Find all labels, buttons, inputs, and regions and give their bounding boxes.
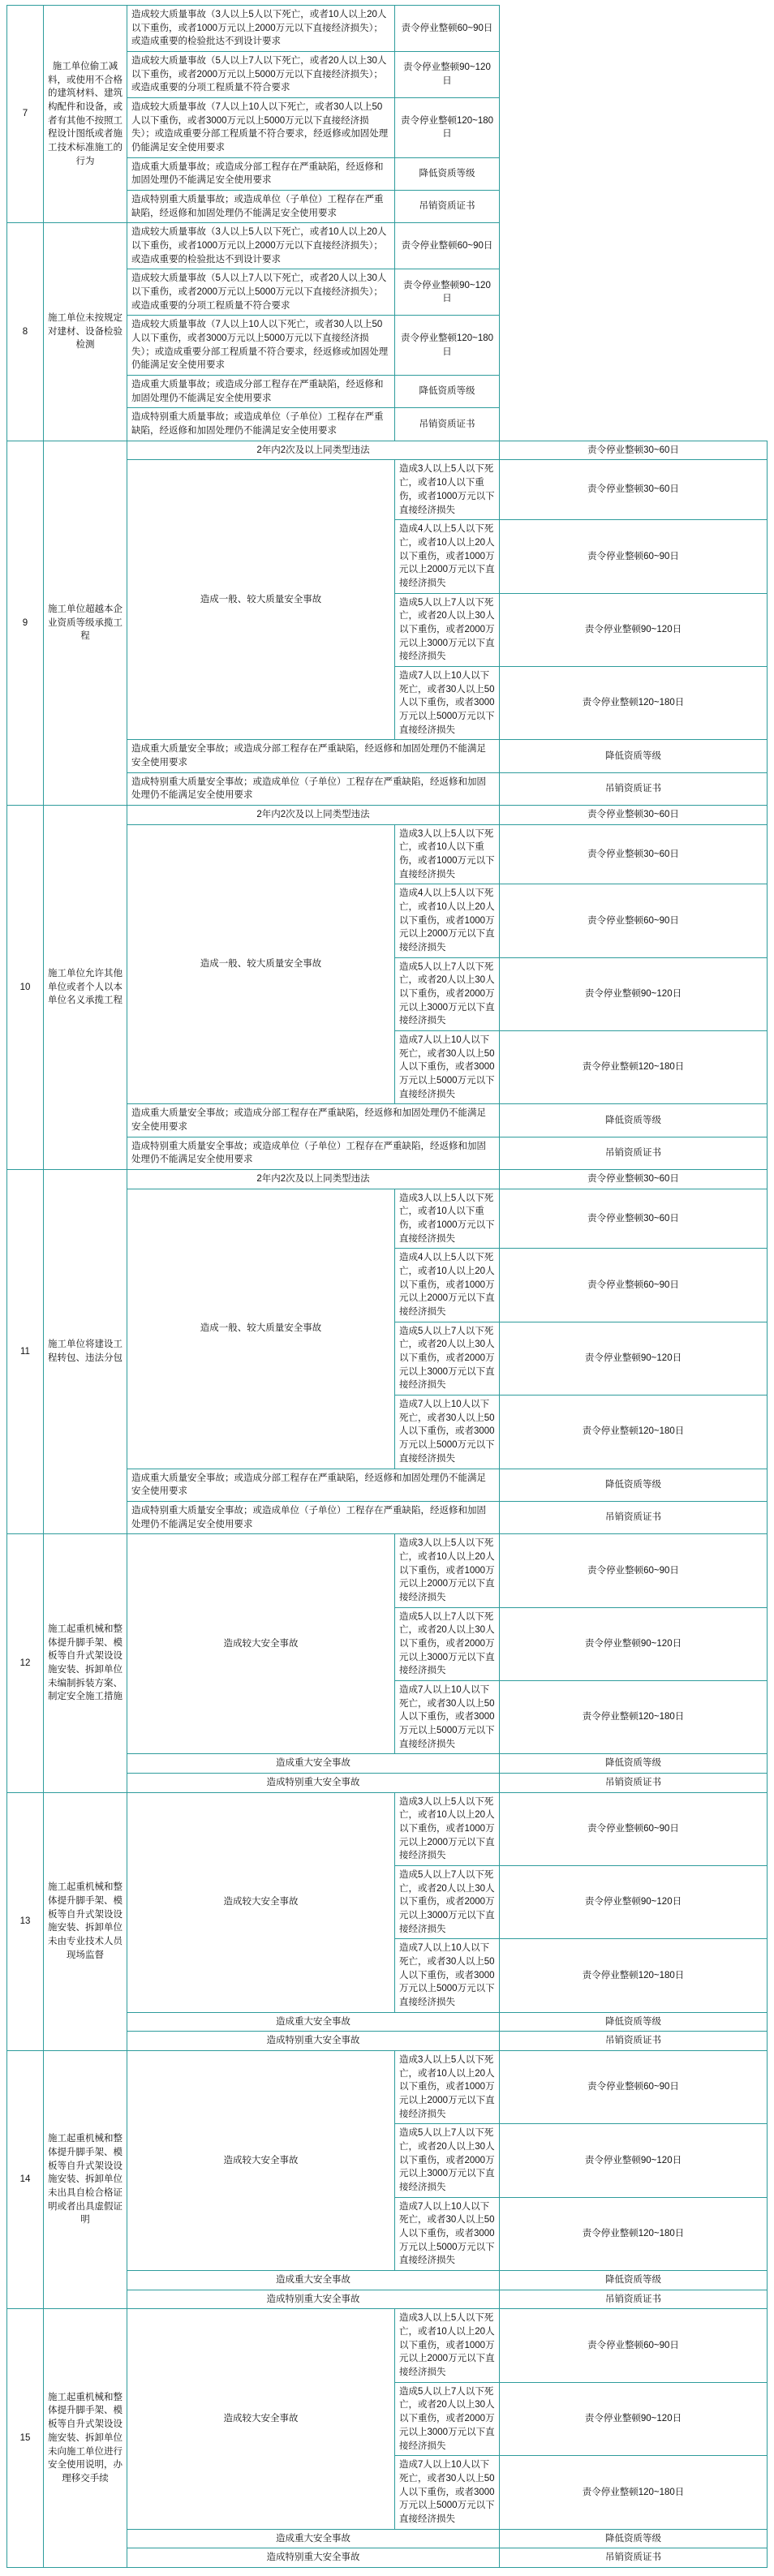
row-number: 12 bbox=[7, 1534, 44, 1792]
penalty-text: 责令停业整顿120~180日 bbox=[500, 1396, 768, 1469]
penalty-text: 责令停业整顿90~120日 bbox=[500, 1607, 768, 1680]
circumstance-text: 造成特别重大安全事故 bbox=[127, 1773, 500, 1792]
penalty-text: 责令停业整顿30~60日 bbox=[500, 1189, 768, 1249]
circumstance-text: 造成特别重大质量安全事故；或造成单位（子单位）工程存在严重缺陷，经返修和加固处理仍不能满足安全使用要求 bbox=[127, 772, 500, 805]
circumstance-text: 造成较大质量事故（3人以上5人以下死亡，或者10人以上20人以下重伤，或者1000万元以上2000万元以下直接经济损失）；或造成重要的检验批达不到设计要求 bbox=[127, 6, 395, 52]
penalty-text: 吊销资质证书 bbox=[500, 2548, 768, 2568]
circumstance-text: 造成5人以上7人以下死亡，或者20人以上30人以下重伤，或者2000万元以上3000万元以下直接经济损失 bbox=[395, 2124, 500, 2197]
penalty-text: 降低资质等级 bbox=[500, 1104, 768, 1137]
circumstance-text: 造成重大安全事故 bbox=[127, 2529, 500, 2548]
circumstance-text: 造成7人以上10人以下死亡，或者30人以上50人以下重伤，或者3000万元以上5000万元以下直接经济损失 bbox=[395, 1680, 500, 1753]
penalty-text: 责令停业整顿60~90日 bbox=[500, 2051, 768, 2124]
circumstance-text: 造成重大安全事故 bbox=[127, 2012, 500, 2032]
penalty-text: 责令停业整顿90~120日 bbox=[395, 52, 500, 98]
penalty-text: 责令停业整顿60~90日 bbox=[500, 884, 768, 957]
penalty-text: 责令停业整顿90~120日 bbox=[500, 593, 768, 666]
penalty-text: 责令停业整顿120~180日 bbox=[500, 1680, 768, 1753]
severity-category: 造成较大安全事故 bbox=[127, 1792, 395, 2012]
circumstance-text: 2年内2次及以上同类型违法 bbox=[127, 441, 500, 460]
penalty-text: 责令停业整顿30~60日 bbox=[500, 824, 768, 884]
circumstance-text: 造成3人以上5人以下死亡，或者10人以上20人以下重伤，或者1000万元以上2000万元以下直接经济损失 bbox=[395, 1792, 500, 1865]
penalty-text: 责令停业整顿90~120日 bbox=[395, 269, 500, 316]
table-row bbox=[7, 1534, 768, 1607]
violation-description: 施工起重机械和整体提升脚手架、模板等自升式架设设施安装、拆卸单位未由专业技术人员现场监督 bbox=[44, 1792, 127, 2050]
violation-description: 施工单位允许其他单位或者个人以本单位名义承揽工程 bbox=[44, 805, 127, 1169]
circumstance-text: 造成5人以上7人以下死亡，或者20人以上30人以下重伤，或者2000万元以上3000万元以下直接经济损失 bbox=[395, 1607, 500, 1680]
violation-description: 施工单位未按规定对建材、设备检验检测 bbox=[44, 223, 127, 441]
penalty-text: 吊销资质证书 bbox=[500, 1501, 768, 1533]
penalty-text: 吊销资质证书 bbox=[500, 772, 768, 805]
row-number: 8 bbox=[7, 223, 44, 441]
circumstance-text: 造成5人以上7人以下死亡，或者20人以上30人以下重伤，或者2000万元以上3000万元以下直接经济损失 bbox=[395, 2382, 500, 2455]
circumstance-text: 造成重大质量安全事故；或造成分部工程存在严重缺陷，经返修和加固处理仍不能满足安全使用要求 bbox=[127, 1104, 500, 1137]
circumstance-text: 造成重大质量安全事故；或造成分部工程存在严重缺陷，经返修和加固处理仍不能满足安全使用要求 bbox=[127, 1469, 500, 1501]
circumstance-text: 造成特别重大质量事故；或造成单位（子单位）工程存在严重缺陷，经返修和加固处理仍不能满足安全使用要求 bbox=[127, 408, 395, 441]
penalty-text: 责令停业整顿120~180日 bbox=[395, 98, 500, 158]
penalty-text: 责令停业整顿90~120日 bbox=[500, 2124, 768, 2197]
circumstance-text: 造成较大质量事故（5人以上7人以下死亡，或者20人以上30人以下重伤，或者2000万元以上5000万元以下直接经济损失）；或造成重要的分项工程质量不符合要求 bbox=[127, 269, 395, 316]
circumstance-text: 造成重大质量安全事故；或造成分部工程存在严重缺陷，经返修和加固处理仍不能满足安全使用要求 bbox=[127, 740, 500, 772]
circumstance-text: 造成3人以上5人以下死亡，或者10人以下重伤，或者1000万元以下直接经济损失 bbox=[395, 1189, 500, 1249]
circumstance-text: 造成特别重大质量事故；或造成单位（子单位）工程存在严重缺陷，经返修和加固处理仍不能满足安全使用要求 bbox=[127, 191, 395, 223]
circumstance-text: 造成特别重大安全事故 bbox=[127, 2290, 500, 2309]
penalty-text: 责令停业整顿30~60日 bbox=[500, 460, 768, 520]
penalty-text: 降低资质等级 bbox=[500, 1754, 768, 1774]
penalty-text: 责令停业整顿60~90日 bbox=[500, 520, 768, 593]
table-row bbox=[7, 223, 768, 269]
circumstance-text: 造成重大质量事故；或造成分部工程存在严重缺陷，经返修和加固处理仍不能满足安全使用要求 bbox=[127, 376, 395, 408]
table-row bbox=[7, 1792, 768, 1865]
circumstance-text: 造成5人以上7人以下死亡，或者20人以上30人以下重伤，或者2000万元以上3000万元以下直接经济损失 bbox=[395, 1865, 500, 1938]
penalty-text: 责令停业整顿90~120日 bbox=[500, 1865, 768, 1938]
violation-description: 施工起重机械和整体提升脚手架、模板等自升式架设设施安装、拆卸单位未编制拆装方案、制定安全施工措施 bbox=[44, 1534, 127, 1792]
severity-category: 造成一般、较大质量安全事故 bbox=[127, 824, 395, 1104]
penalty-text: 责令停业整顿30~60日 bbox=[500, 1170, 768, 1189]
penalty-text: 吊销资质证书 bbox=[500, 2032, 768, 2051]
circumstance-text: 造成7人以上10人以下死亡，或者30人以上50人以下重伤，或者3000万元以上5000万元以下直接经济损失 bbox=[395, 1939, 500, 2012]
table-row bbox=[7, 6, 768, 52]
penalty-text: 吊销资质证书 bbox=[500, 2290, 768, 2309]
circumstance-text: 造成3人以上5人以下死亡，或者10人以上20人以下重伤，或者1000万元以上2000万元以下直接经济损失 bbox=[395, 2051, 500, 2124]
violation-description: 施工起重机械和整体提升脚手架、模板等自升式架设设施安装、拆卸单位未向施工单位进行安全使用说明，办理移交手续 bbox=[44, 2309, 127, 2567]
penalty-text: 责令停业整顿60~90日 bbox=[500, 2309, 768, 2382]
penalty-text: 责令停业整顿60~90日 bbox=[500, 1534, 768, 1607]
penalty-text: 责令停业整顿120~180日 bbox=[395, 316, 500, 376]
circumstance-text: 2年内2次及以上同类型违法 bbox=[127, 1170, 500, 1189]
circumstance-text: 造成较大质量事故（7人以上10人以下死亡，或者30人以上50人以下重伤，或者3000万元以上5000万元以下直接经济损失）；或造成重要分部工程质量不符合要求，经返修或加固处理仍能满足安全使用要求 bbox=[127, 316, 395, 376]
penalty-text: 责令停业整顿120~180日 bbox=[500, 2197, 768, 2270]
circumstance-text: 造成7人以上10人以下死亡，或者30人以上50人以下重伤，或者3000万元以上5000万元以下直接经济损失 bbox=[395, 1396, 500, 1469]
circumstance-text: 造成特别重大安全事故 bbox=[127, 2032, 500, 2051]
penalty-text: 降低资质等级 bbox=[500, 2529, 768, 2548]
severity-category: 造成较大安全事故 bbox=[127, 2051, 395, 2271]
violation-description: 施工单位偷工减料，或使用不合格的建筑材料、建筑构配件和设备，或者有其他不按照工程设计图纸或者施工技术标准施工的行为 bbox=[44, 6, 127, 223]
penalty-text: 责令停业整顿60~90日 bbox=[500, 1249, 768, 1322]
table-row bbox=[7, 1170, 768, 1189]
table-row bbox=[7, 805, 768, 824]
row-number: 7 bbox=[7, 6, 44, 223]
circumstance-text: 造成5人以上7人以下死亡，或者20人以上30人以下重伤，或者2000万元以上3000万元以下直接经济损失 bbox=[395, 1322, 500, 1395]
table-row bbox=[7, 2051, 768, 2124]
row-number: 14 bbox=[7, 2051, 44, 2309]
circumstance-text: 造成7人以上10人以下死亡，或者30人以上50人以下重伤，或者3000万元以上5000万元以下直接经济损失 bbox=[395, 666, 500, 739]
penalty-text: 责令停业整顿60~90日 bbox=[395, 223, 500, 269]
penalty-text: 吊销资质证书 bbox=[395, 408, 500, 441]
penalty-text: 责令停业整顿120~180日 bbox=[500, 1939, 768, 2012]
circumstance-text: 造成较大质量事故（3人以上5人以下死亡，或者10人以上20人以下重伤，或者1000万元以上2000万元以下直接经济损失）；或造成重要的检验批达不到设计要求 bbox=[127, 223, 395, 269]
penalty-text: 降低资质等级 bbox=[500, 1469, 768, 1501]
circumstance-text: 造成特别重大安全事故 bbox=[127, 2548, 500, 2568]
table-row bbox=[7, 2309, 768, 2382]
penalty-text: 吊销资质证书 bbox=[395, 191, 500, 223]
penalty-text: 责令停业整顿30~60日 bbox=[500, 441, 768, 460]
severity-category: 造成较大安全事故 bbox=[127, 1534, 395, 1754]
violation-description: 施工起重机械和整体提升脚手架、模板等自升式架设设施安装、拆卸单位未出具自检合格证明或者出具虚假证明 bbox=[44, 2051, 127, 2309]
circumstance-text: 造成较大质量事故（5人以上7人以下死亡，或者20人以上30人以下重伤，或者2000万元以上5000万元以下直接经济损失）；或造成重要的分项工程质量不符合要求 bbox=[127, 52, 395, 98]
row-number: 9 bbox=[7, 441, 44, 805]
table-row bbox=[7, 441, 768, 460]
penalty-text: 责令停业整顿60~90日 bbox=[395, 6, 500, 52]
table-body bbox=[7, 6, 768, 2568]
severity-category: 造成一般、较大质量安全事故 bbox=[127, 1189, 395, 1469]
penalty-text: 吊销资质证书 bbox=[500, 1773, 768, 1792]
row-number: 13 bbox=[7, 1792, 44, 2050]
penalty-text: 降低资质等级 bbox=[500, 740, 768, 772]
penalty-text: 降低资质等级 bbox=[500, 2271, 768, 2290]
circumstance-text: 造成7人以上10人以下死亡，或者30人以上50人以下重伤，或者3000万元以上5000万元以下直接经济损失 bbox=[395, 2197, 500, 2270]
circumstance-text: 造成重大安全事故 bbox=[127, 2271, 500, 2290]
circumstance-text: 造成3人以上5人以下死亡，或者10人以上20人以下重伤，或者1000万元以上2000万元以下直接经济损失 bbox=[395, 1534, 500, 1607]
row-number: 10 bbox=[7, 805, 44, 1169]
circumstance-text: 造成7人以上10人以下死亡，或者30人以上50人以下重伤，或者3000万元以上5000万元以下直接经济损失 bbox=[395, 2456, 500, 2529]
row-number: 11 bbox=[7, 1170, 44, 1534]
penalty-text: 吊销资质证书 bbox=[500, 1137, 768, 1169]
circumstance-text: 造成3人以上5人以下死亡，或者10人以下重伤，或者1000万元以下直接经济损失 bbox=[395, 460, 500, 520]
circumstance-text: 造成3人以上5人以下死亡，或者10人以上20人以下重伤，或者1000万元以上2000万元以下直接经济损失 bbox=[395, 2309, 500, 2382]
penalty-text: 责令停业整顿90~120日 bbox=[500, 2382, 768, 2455]
penalty-text: 责令停业整顿30~60日 bbox=[500, 805, 768, 824]
circumstance-text: 造成4人以上5人以下死亡，或者10人以上20人以下重伤，或者1000万元以上2000万元以下直接经济损失 bbox=[395, 884, 500, 957]
penalty-text: 降低资质等级 bbox=[395, 376, 500, 408]
circumstance-text: 2年内2次及以上同类型违法 bbox=[127, 805, 500, 824]
severity-category: 造成一般、较大质量安全事故 bbox=[127, 460, 395, 740]
violation-penalty-table bbox=[6, 5, 768, 2568]
circumstance-text: 造成4人以上5人以下死亡，或者10人以上20人以下重伤，或者1000万元以上2000万元以下直接经济损失 bbox=[395, 1249, 500, 1322]
circumstance-text: 造成较大质量事故（7人以上10人以下死亡，或者30人以上50人以下重伤，或者3000万元以上5000万元以下直接经济损失）；或造成重要分部工程质量不符合要求，经返修或加固处理仍能满足安全使用要求 bbox=[127, 98, 395, 158]
violation-description: 施工单位将建设工程转包、违法分包 bbox=[44, 1170, 127, 1534]
circumstance-text: 造成重大安全事故 bbox=[127, 1754, 500, 1774]
penalty-text: 降低资质等级 bbox=[395, 157, 500, 190]
penalty-text: 责令停业整顿90~120日 bbox=[500, 957, 768, 1030]
circumstance-text: 造成5人以上7人以下死亡，或者20人以上30人以下重伤，或者2000万元以上3000万元以下直接经济损失 bbox=[395, 957, 500, 1030]
violation-description: 施工单位超越本企业资质等级承揽工程 bbox=[44, 441, 127, 805]
circumstance-text: 造成4人以上5人以下死亡，或者10人以上20人以下重伤，或者1000万元以上2000万元以下直接经济损失 bbox=[395, 520, 500, 593]
severity-category: 造成较大安全事故 bbox=[127, 2309, 395, 2529]
circumstance-text: 造成重大质量事故；或造成分部工程存在严重缺陷，经返修和加固处理仍不能满足安全使用要求 bbox=[127, 157, 395, 190]
penalty-text: 责令停业整顿120~180日 bbox=[500, 2456, 768, 2529]
penalty-text: 责令停业整顿120~180日 bbox=[500, 1031, 768, 1104]
circumstance-text: 造成7人以上10人以下死亡，或者30人以上50人以下重伤，或者3000万元以上5000万元以下直接经济损失 bbox=[395, 1031, 500, 1104]
circumstance-text: 造成3人以上5人以下死亡，或者10人以下重伤，或者1000万元以下直接经济损失 bbox=[395, 824, 500, 884]
penalty-text: 责令停业整顿60~90日 bbox=[500, 1792, 768, 1865]
penalty-text: 责令停业整顿120~180日 bbox=[500, 666, 768, 739]
circumstance-text: 造成5人以上7人以下死亡，或者20人以上30人以下重伤，或者2000万元以上3000万元以下直接经济损失 bbox=[395, 593, 500, 666]
penalty-text: 降低资质等级 bbox=[500, 2012, 768, 2032]
circumstance-text: 造成特别重大质量安全事故；或造成单位（子单位）工程存在严重缺陷，经返修和加固处理仍不能满足安全使用要求 bbox=[127, 1137, 500, 1169]
circumstance-text: 造成特别重大质量安全事故；或造成单位（子单位）工程存在严重缺陷，经返修和加固处理仍不能满足安全使用要求 bbox=[127, 1501, 500, 1533]
row-number: 15 bbox=[7, 2309, 44, 2567]
penalty-text: 责令停业整顿90~120日 bbox=[500, 1322, 768, 1395]
